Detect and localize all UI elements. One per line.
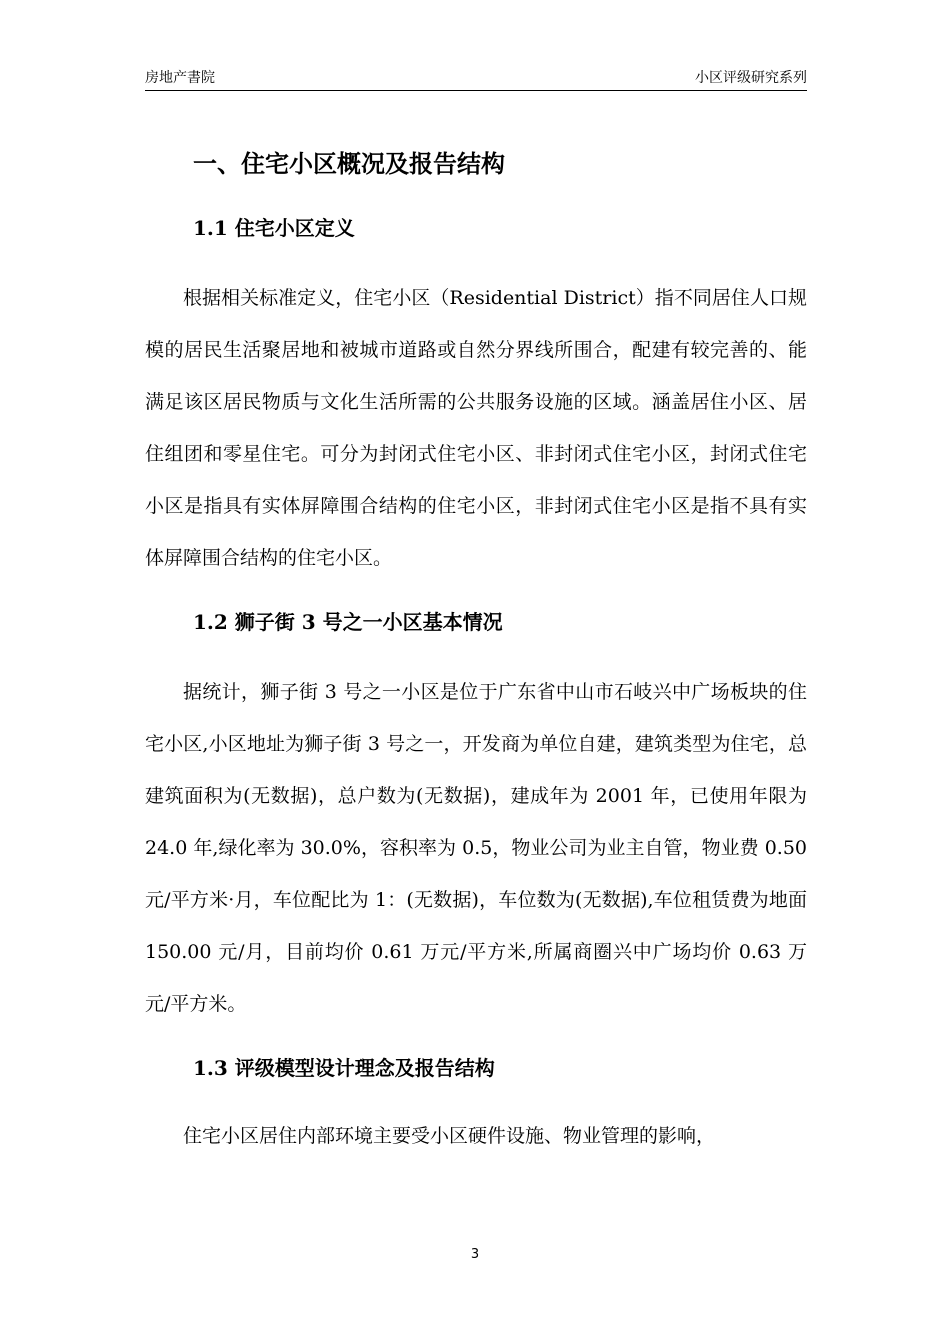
paragraph-rating-model: 住宅小区居住内部环境主要受小区硬件设施、物业管理的影响， — [183, 1125, 716, 1147]
section-title: 一、住宅小区概况及报告结构 — [193, 149, 505, 178]
document-body — [145, 140, 807, 1162]
page-header — [145, 64, 807, 91]
header-series-title: 小区评级研究系列 — [695, 70, 807, 86]
subsection-title-basic-info: 1.2 狮子街 3 号之一小区基本情况 — [193, 610, 503, 634]
subsection-title-definition: 1.1 住宅小区定义 — [193, 216, 355, 240]
page-number: 3 — [470, 1247, 480, 1262]
paragraph-definition: 根据相关标准定义，住宅小区（Residential District）指不同居住人口规模的居民生活聚居地和被城市道路或自然分界线所围合，配建有较完善的、能满足该区居民物质与文化生活所需的公共服务设施的区域。涵盖居住小区、居住组团和零星住宅。可分为封闭式住宅小区、非封闭式住宅小区，封闭式住宅小区是指具有实体屏障围合结构的住宅小区，非封闭式住宅小区是指不具有实体屏障围合结构的住宅小区。 — [145, 287, 807, 569]
subsection-title-rating-model: 1.3 评级模型设计理念及报告结构 — [193, 1056, 495, 1080]
header-publisher: 房地产書院 — [145, 70, 215, 86]
paragraph-basic-info: 据统计，狮子街 3 号之一小区是位于广东省中山市石岐兴中广场板块的住宅小区,小区地址为狮子街 3 号之一，开发商为单位自建，建筑类型为住宅，总建筑面积为(无数据)，总户数为(无数据)，建成年为 2001 年，已使用年限为 24.0 年,绿化率为 30.0%，容积率为 0.5，物业公司为业主自管，物业费 0.50 元/平方米·月，车位配比为 1：(无数据)，车位数为(无数据),车位租赁费为地面 150.00 元/月，目前均价 0.61 万元/平方米,所属商圈兴中广场均价 0.63 万元/平方米。 — [145, 681, 807, 1015]
